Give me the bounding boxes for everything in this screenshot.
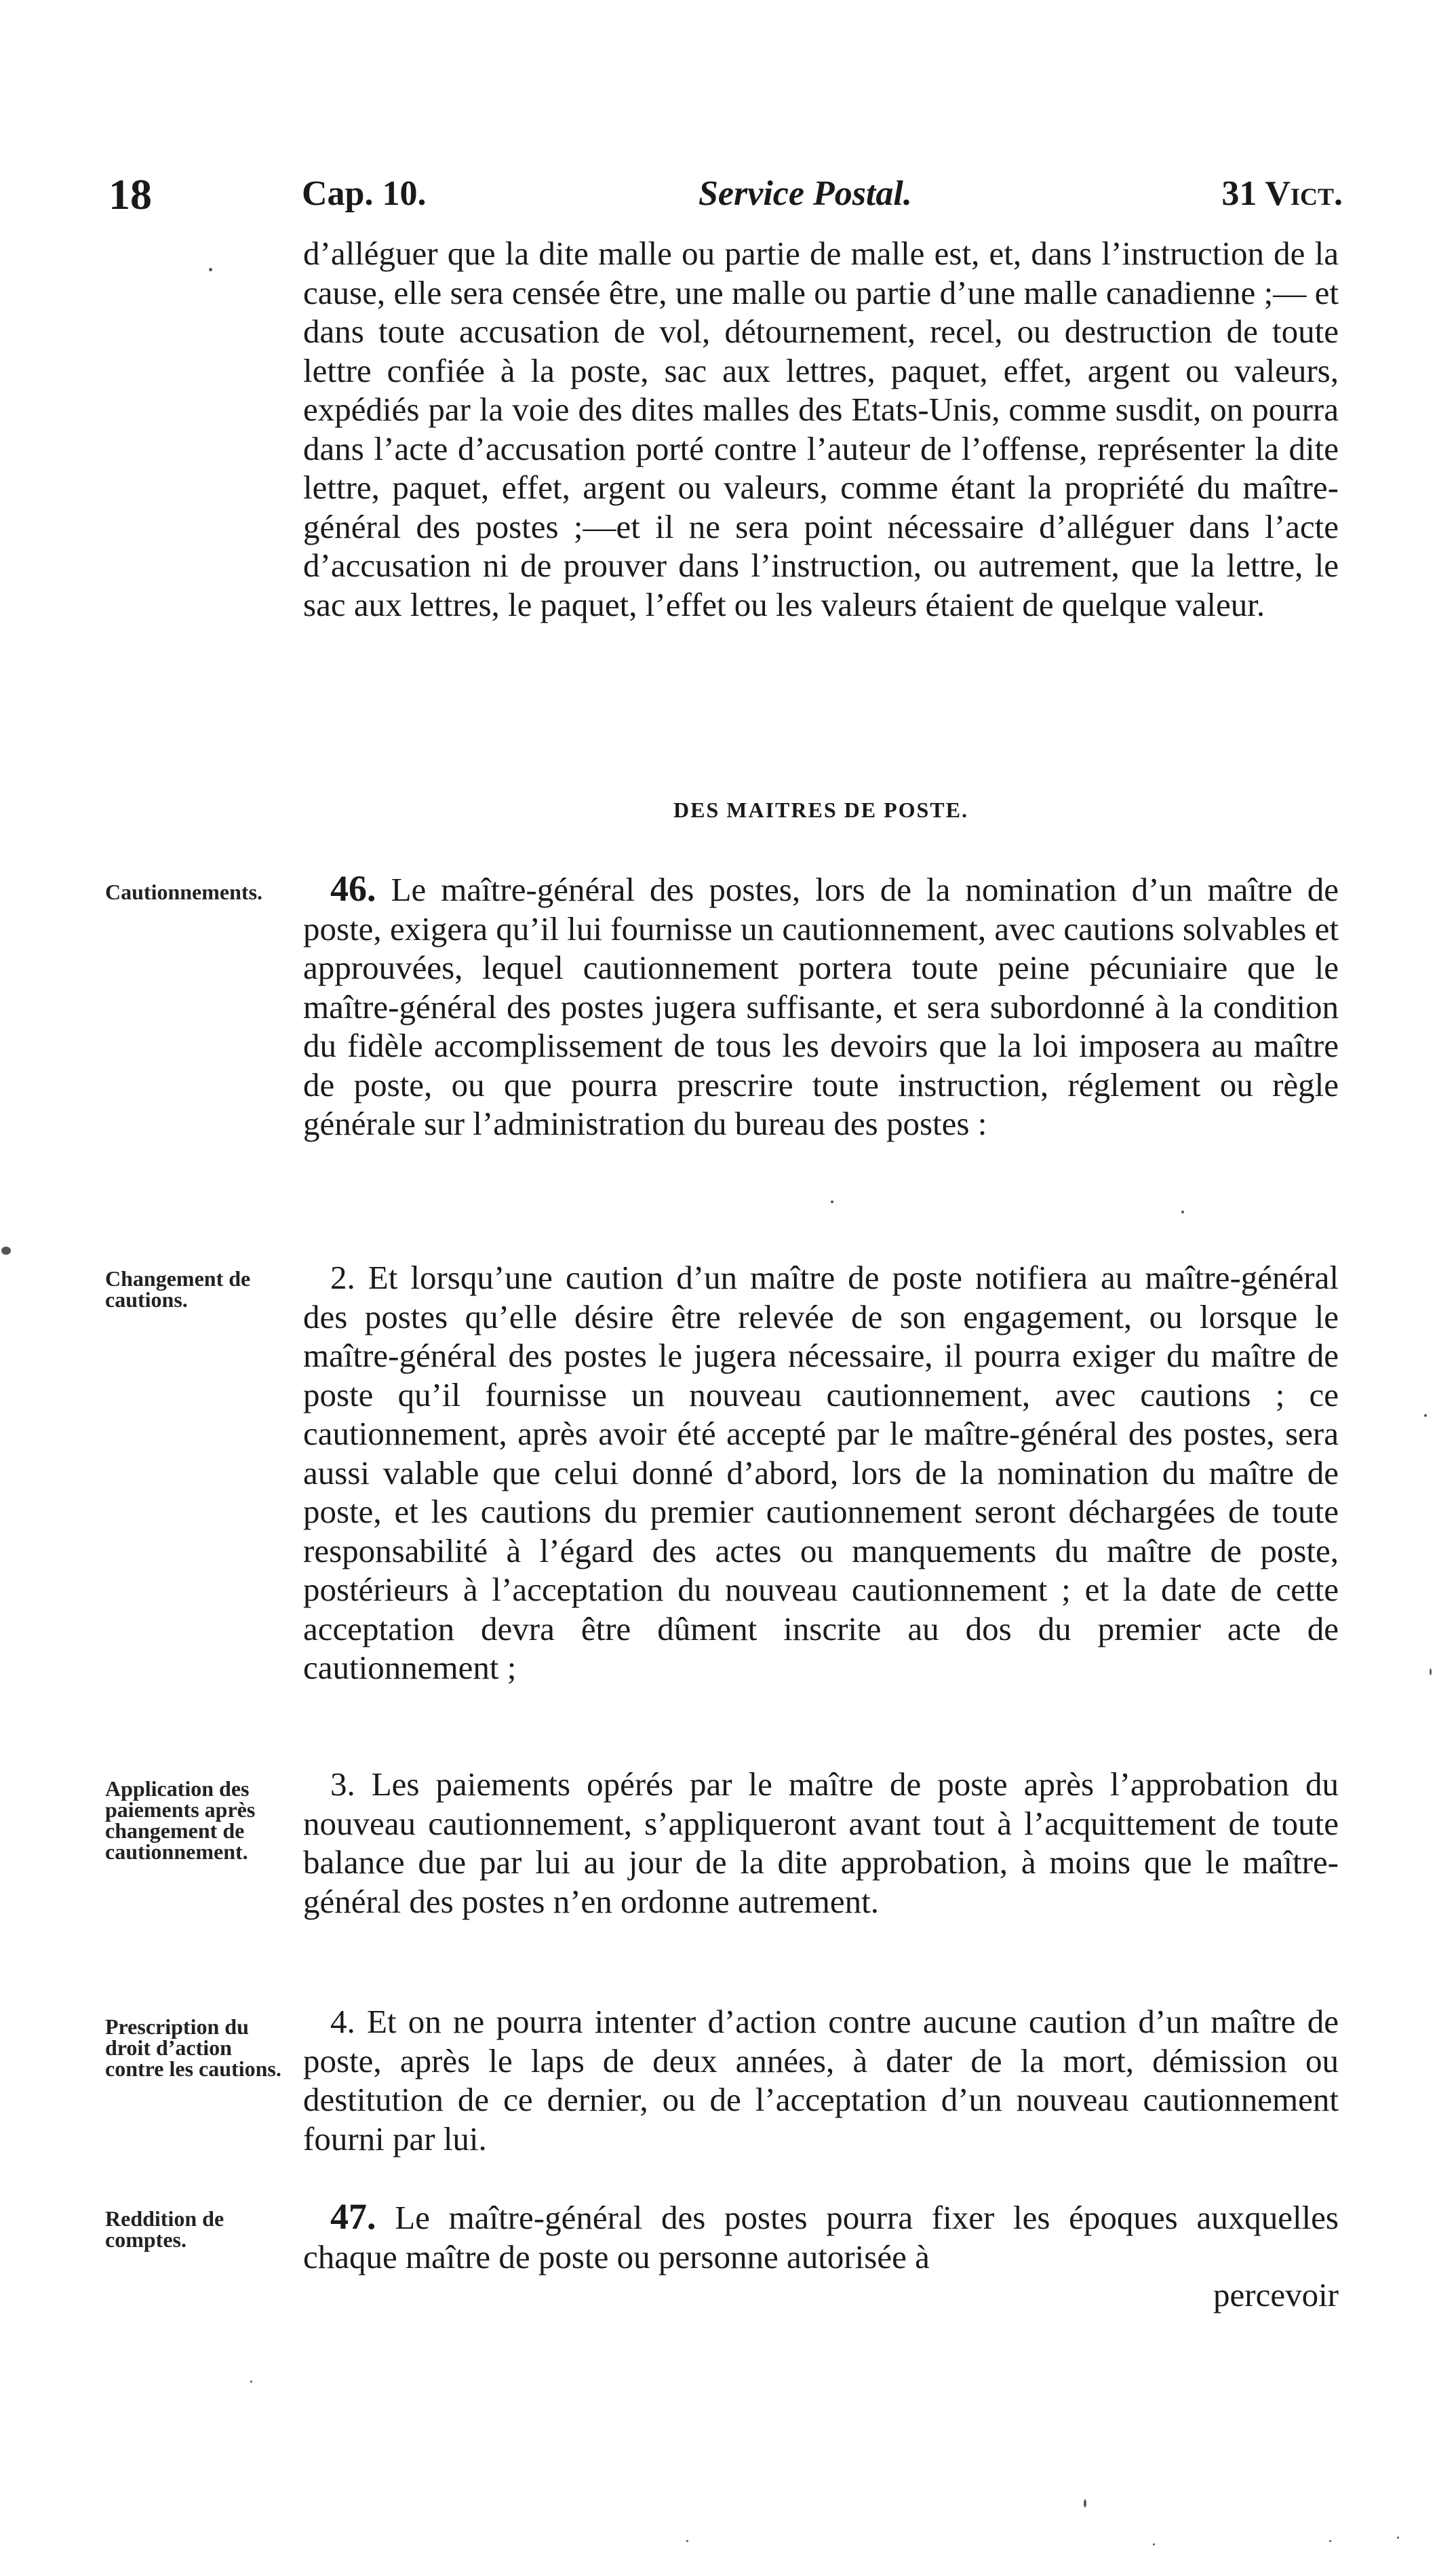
section-46-number: 46. [330,868,376,909]
chapter-label: Cap. 10. [302,174,427,213]
margin-note-prescription: Prescription du droit d’action contre les cautions. [105,2014,281,2081]
margin-note-application: Application des paiements après changement de cautionnement. [105,1776,256,1864]
section-47-text: Le maître-général des postes pourra fixer les époques auxquelles chaque maître de poste ou personne autorisée à [303,2199,1339,2275]
running-header [109,170,1343,224]
section-47-number: 47. [330,2196,376,2237]
scan-speck [209,268,212,271]
page-number: 18 [109,170,152,218]
section-46-paragraph [303,870,1339,1144]
subsection-3-paragraph: 3. Les paiements opérés par le maître de poste après l’approbation du nouveau cautionnement, s’appliqueront avant tout à l’acquittement de toute balance due par lui au jour de la dite approbation, à moins que le maître-général des postes n’en ordonne autrement. [303,1765,1339,1920]
scan-speck [1424,1414,1427,1417]
running-title: Service Postal. [699,174,912,213]
scan-speck [1,1247,11,1255]
scan-speck [1430,1668,1432,1675]
regnal-year: 31 Vict. [1221,174,1343,213]
catchword: percevoir [1213,2276,1339,2313]
subsection-2-paragraph: 2. Et lorsqu’une caution d’un maître de poste notifiera au maître-général des postes qu’elle désire être relevée de son engagement, ou lorsque le maître-général des postes le jugera nécessaire, il pourra exiger du maître de poste qu’il fournisse un nouveau cautionnement, avec cautions ; ce cautionnement, après avoir été accepté par le maître-général des postes, sera aussi valable que celui donné d’abord, lors de la nomination du maître de poste, et les cautions du premier cautionnement seront déchargées de toute responsabilité à l’égard des actes ou manquements du maître de poste, postérieurs à l’acceptation du nouveau cautionnement ; et la date de cette acceptation devra être dûment inscrite au dos du premier acte de cautionnement ; [303,1259,1339,1686]
section-heading: DES MAITRES DE POSTE. [673,798,968,822]
subsection-4-paragraph: 4. Et on ne pourra intenter d’action contre aucune caution d’un maître de poste, après le laps de deux années, à dater de la mort, démission ou destitution de ce dernier, ou de l’acceptation d’un nouveau cautionnement fourni par lui. [303,2003,1339,2157]
scan-speck [1397,2537,1399,2539]
margin-note-cautionnements: Cautionnements. [105,880,263,904]
section-46-text: Le maître-général des postes, lors de la nomination d’un maître de poste, exigera qu’il lui fournisse un cautionnement, avec cautions solvables et approuvées, lequel cautionnement portera toute peine pécuniaire que le maître-général des postes jugera suffisante, et sera subordonné à la condition du fidèle accomplissement de tous les devoirs que la loi imposera au maître de poste, ou que pourra prescrire toute instruction, réglement ou règle générale sur l’administration du bureau des postes : [303,871,1339,1142]
scan-speck [1181,1211,1184,1213]
margin-note-reddition: Reddition de comptes. [105,2206,224,2252]
continuation-paragraph: d’alléguer que la dite malle ou partie de malle est, et, dans l’instruction de la cause, elle sera censée être, une malle ou partie d’une malle canadienne ;— et dans toute accusation de vol, détournement, recel, ou destruction de toute lettre confiée à la poste, sac aux lettres, paquet, effet, argent ou valeurs, expédiés par la voie des dites malles des Etats-Unis, comme susdit, on pourra dans l’acte d’accusation porté contre l’auteur de l’offense, représenter la dite lettre, paquet, effet, argent ou valeurs, comme étant la propriété du maître-général des postes ;—et il ne sera point nécessaire d’alléguer dans l’acte d’accusation ni de prouver dans l’instruction, ou autrement, que la lettre, le sac aux lettres, le paquet, l’effet ou les valeurs étaient de quelque valeur. [303,235,1339,623]
margin-note-changement: Changement de cautions. [105,1266,251,1312]
scan-speck [1153,2543,1155,2545]
scan-speck [686,2540,688,2542]
scan-speck [831,1200,833,1203]
section-47-paragraph [303,2197,1339,2276]
scan-speck [250,2381,252,2383]
scan-speck [1329,2540,1331,2542]
scan-speck [1084,2499,1086,2507]
